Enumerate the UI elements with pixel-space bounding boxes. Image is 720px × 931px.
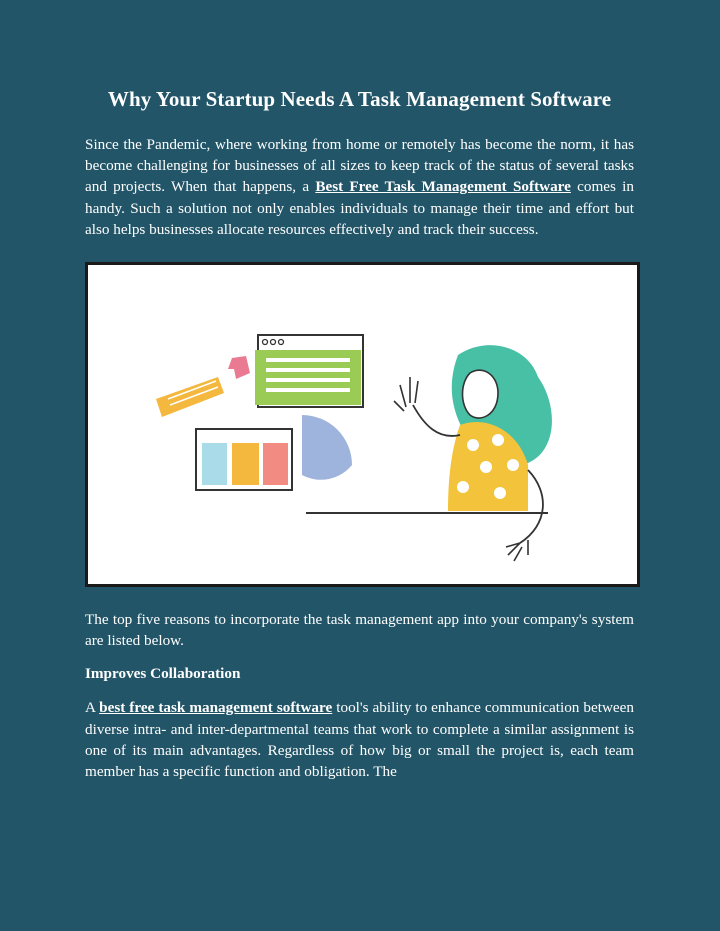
article-title: Why Your Startup Needs A Task Management Software xyxy=(107,87,612,111)
task-management-illustration xyxy=(85,262,640,587)
list-line xyxy=(266,388,350,392)
pie-chart-shape xyxy=(302,415,352,480)
best-free-task-management-software-inline-link[interactable]: best free task management software xyxy=(99,699,333,717)
dress-dot xyxy=(467,439,479,451)
list-line xyxy=(266,378,350,382)
resting-hand xyxy=(506,540,528,561)
list-line xyxy=(266,368,350,372)
intro-text-end: comes in handy. Such a solution not only enables individuals to manage their time and effort but also helps businesses allocate resources effectively and track their success. xyxy=(85,178,634,238)
dress-dot xyxy=(492,434,504,446)
collab-text-end: tool's ability to enhance communication between diverse intra- and inter-departmental teams that work to complete a similar assignment is one of its main advantages. Regardless of how big or small the project is, each team member has a specific function and obligation. The xyxy=(85,699,634,781)
face xyxy=(463,370,499,418)
reasons-paragraph: The top five reasons to incorporate the task management app into your company's system are listed below. xyxy=(85,611,634,650)
dress-dot xyxy=(494,487,506,499)
intro-paragraph xyxy=(85,134,634,240)
list-line xyxy=(266,358,350,362)
intro-text-start: Since the Pandemic, where working from home or remotely has become the norm, it has become challenging for businesses of all sizes to keep track of the status of several tasks and projects. When that happens, a xyxy=(85,136,634,196)
dress-dot xyxy=(457,481,469,493)
waving-arm xyxy=(413,405,460,436)
dress-dot xyxy=(480,461,492,473)
illustration-graphic xyxy=(88,265,637,584)
pink-flag xyxy=(228,356,250,379)
kanban-column-orange xyxy=(232,443,259,485)
dress-dot xyxy=(507,459,519,471)
section-heading-improves-collaboration: Improves Collaboration xyxy=(85,665,241,683)
best-free-task-management-software-link[interactable]: Best Free Task Management Software xyxy=(315,178,571,196)
kanban-column-red xyxy=(263,443,288,485)
collab-text-start: A xyxy=(85,699,100,717)
collaboration-paragraph xyxy=(85,697,634,782)
kanban-column-blue xyxy=(202,443,227,485)
